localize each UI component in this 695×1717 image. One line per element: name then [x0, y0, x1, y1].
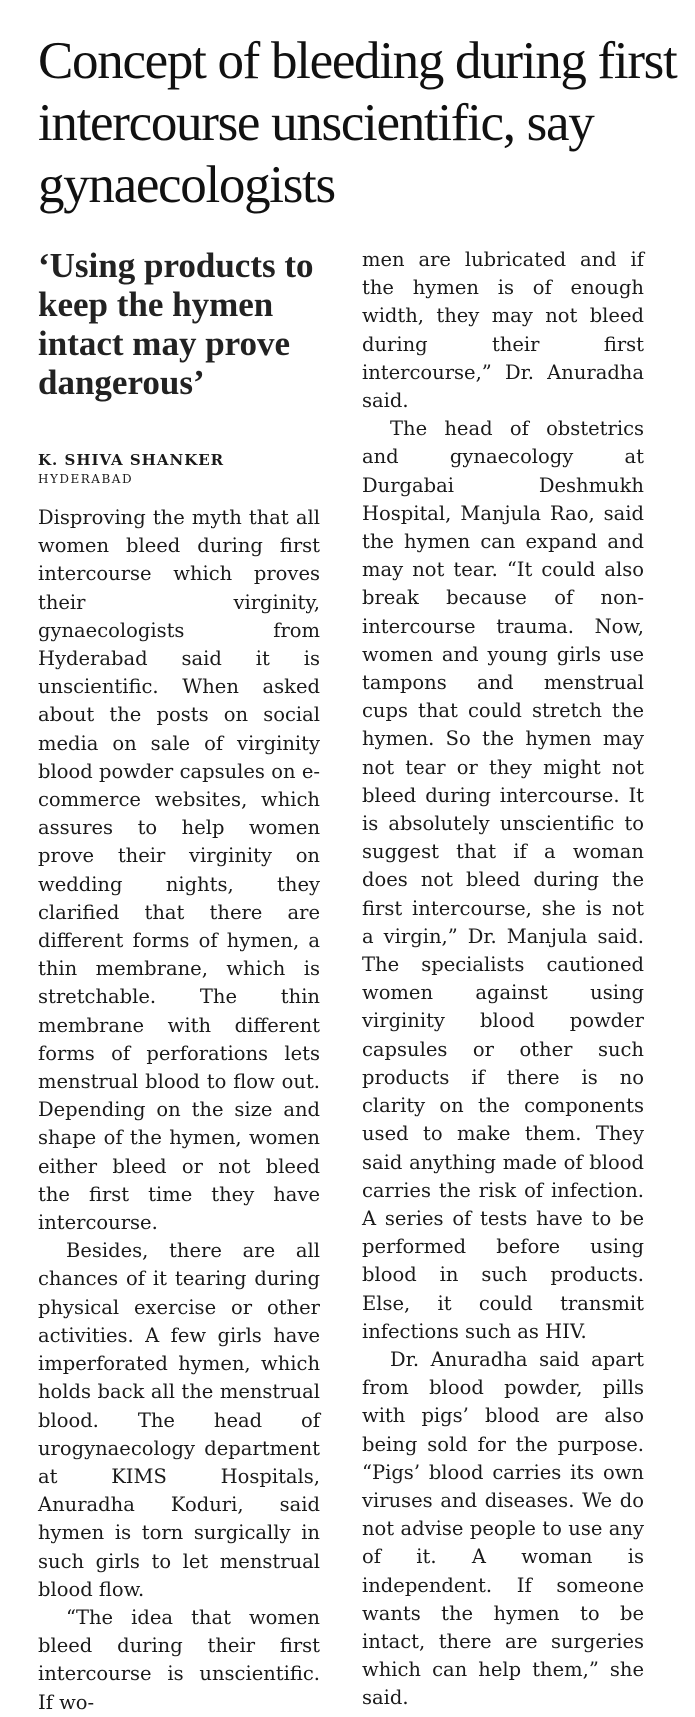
body-paragraph: Dr. Anuradha said apart from blood powder, pills with pigs’ blood are also being sold for the purpose. “Pigs’ blood carries its own viruses and diseases. We do not advise people to use any of it. A woman is independent. If someone wants the hymen to be intact, there are surgeries which can help them,” she said.: [362, 1347, 644, 1710]
right-column: [362, 246, 644, 1713]
left-column: [38, 246, 320, 1717]
subheadline: ‘Using products to keep the hymen intact may prove dangerous’: [38, 246, 314, 402]
byline-location: HYDERABAD: [38, 472, 134, 486]
headline: Concept of bleeding during first intercourse unscientific, say gynaecologists: [38, 32, 677, 214]
byline-author: K. SHIVA SHANKER: [38, 451, 225, 469]
body-paragraph: Besides, there are all chances of it tearing during physical exercise or other activities. A few girls have imperforated hymen, which holds back all the menstrual blood. The head of urogynaecology department at KIMS Hospitals, Anuradha Koduri, said hymen is torn surgically in such girls to let menstrual blood flow.: [38, 1239, 320, 1601]
byline: [38, 450, 320, 488]
body-paragraph-continued: men are lubricated and if the hymen is of enough width, they may not bleed during their first intercourse,” Dr. Anuradha said.: [362, 248, 644, 413]
body-paragraph: The head of obstetrics and gynaecology at Durgabai Deshmukh Hospital, Manjula Rao, said the hymen can expand and may not tear. “It could also break because of non-intercourse trauma. Now, women and young girls use tampons and menstrual cups that could stretch the hymen. So the hymen may not tear or they might not bleed during intercourse. It is absolutely unscientific to suggest that if a woman does not bleed during the first intercourse, she is not a virgin,” Dr. Manjula said. The specialists cautioned women against using virginity blood powder capsules or other such products if there is no clarity on the components used to make them. They said anything made of blood carries the risk of infection. A series of tests have to be performed before using blood in such products. Else, it could transmit infections such as HIV.: [362, 417, 644, 1343]
body-paragraph: Disproving the myth that all women bleed during first intercourse which proves their virginity, gynaecologists from Hyderabad said it is unscientific. When asked about the posts on social media on sale of virginity blood powder capsules on e-commerce websites, which assures to help women prove their virginity on wedding nights, they clarified that there are different forms of hymen, a thin membrane, which is stretchable. The thin membrane with different forms of perforations lets menstrual blood to flow out. Depending on the size and shape of the hymen, women either bleed or not bleed the first time they have intercourse.: [38, 506, 320, 1235]
body-paragraph: “The idea that women bleed during their first intercourse is unscientific. If wo-: [38, 1605, 320, 1714]
